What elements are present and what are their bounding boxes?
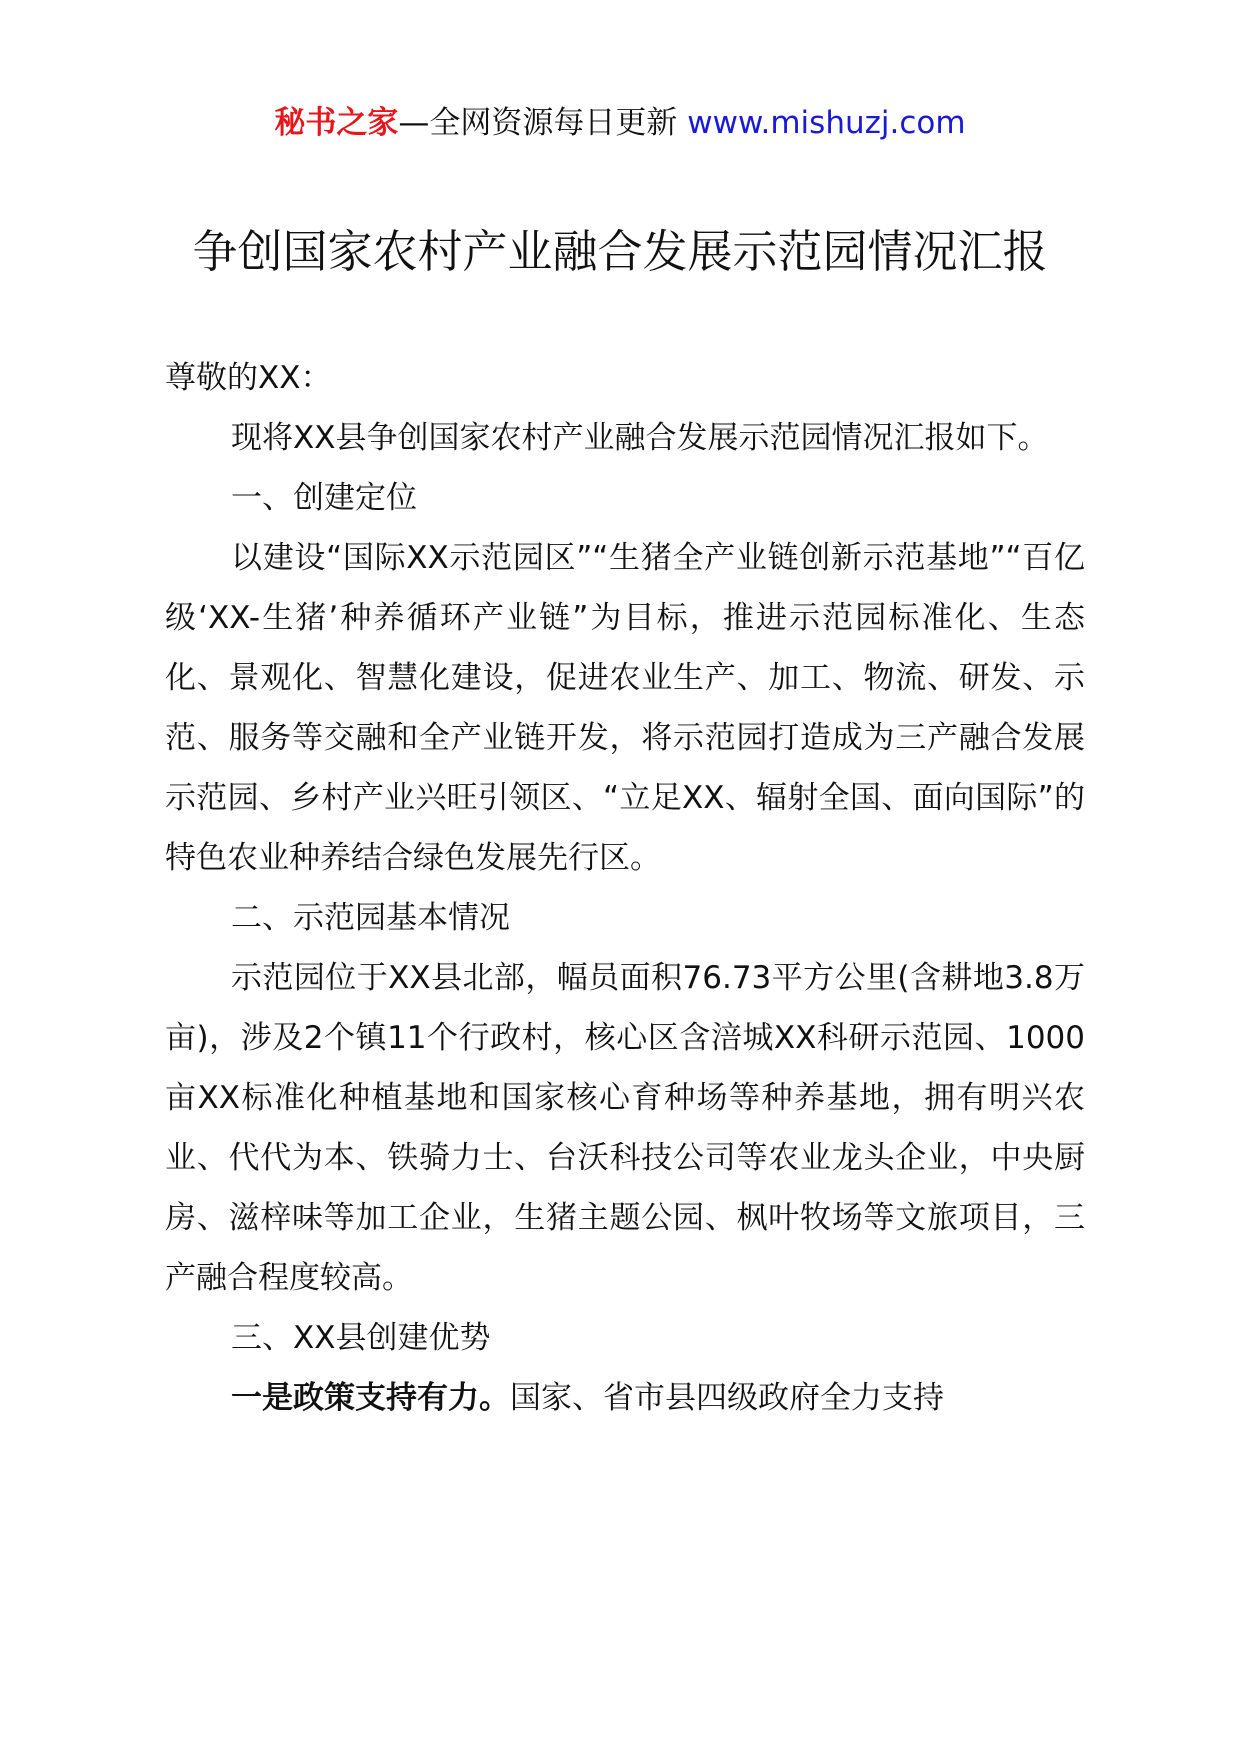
section-heading-3: 三、XX县创建优势 bbox=[231, 1320, 491, 1356]
section-heading-2: 二、示范园基本情况 bbox=[231, 900, 510, 936]
document-title: 争创国家农村产业融合发展示范园情况汇报 bbox=[192, 225, 1048, 278]
policy-lead: 一是政策支持有力。 bbox=[231, 1380, 510, 1416]
salutation: 尊敬的XX： bbox=[165, 360, 332, 396]
section-heading-1: 一、创建定位 bbox=[231, 480, 417, 516]
site-header bbox=[0, 98, 1240, 148]
site-url-link[interactable]: www.mishuzj.com bbox=[687, 105, 966, 141]
header-tagline: —全网资源每日更新 bbox=[398, 105, 678, 141]
brand-name: 秘书之家 bbox=[274, 105, 399, 141]
intro-paragraph: 现将XX县争创国家农村产业融合发展示范园情况汇报如下。 bbox=[231, 420, 1049, 456]
basic-info-paragraph: 示范园位于XX县北部，幅员面积76.73平方公里(含耕地3.8万亩)，涉及2个镇11个行政村，核心区含涪城XX科研示范园、1000亩XX标准化种植基地和国家核心育种场等种养基地，拥有明兴农业、代代为本、铁骑力士、台沃科技公司等农业龙头企业，中央厨房、滋梓味等加工企业，生猪主题公园、枫叶牧场等文旅项目，三产融合程度较高。 bbox=[165, 960, 1085, 1296]
policy-text: 国家、省市县四级政府全力支持 bbox=[510, 1380, 944, 1416]
document-body bbox=[165, 348, 1085, 1428]
positioning-paragraph: 以建设“国际XX示范园区”“生猪全产业链创新示范基地”“百亿级‘XX-生猪’种养循环产业链”为目标，推进示范园标准化、生态化、景观化、智慧化建设，促进农业生产、加工、物流、研发、示范、服务等交融和全产业链开发，将示范园打造成为三产融合发展示范园、乡村产业兴旺引领区、“立足XX、辐射全国、面向国际”的特色农业种养结合绿色发展先行区。 bbox=[165, 540, 1085, 876]
policy-paragraph bbox=[165, 1368, 1085, 1428]
